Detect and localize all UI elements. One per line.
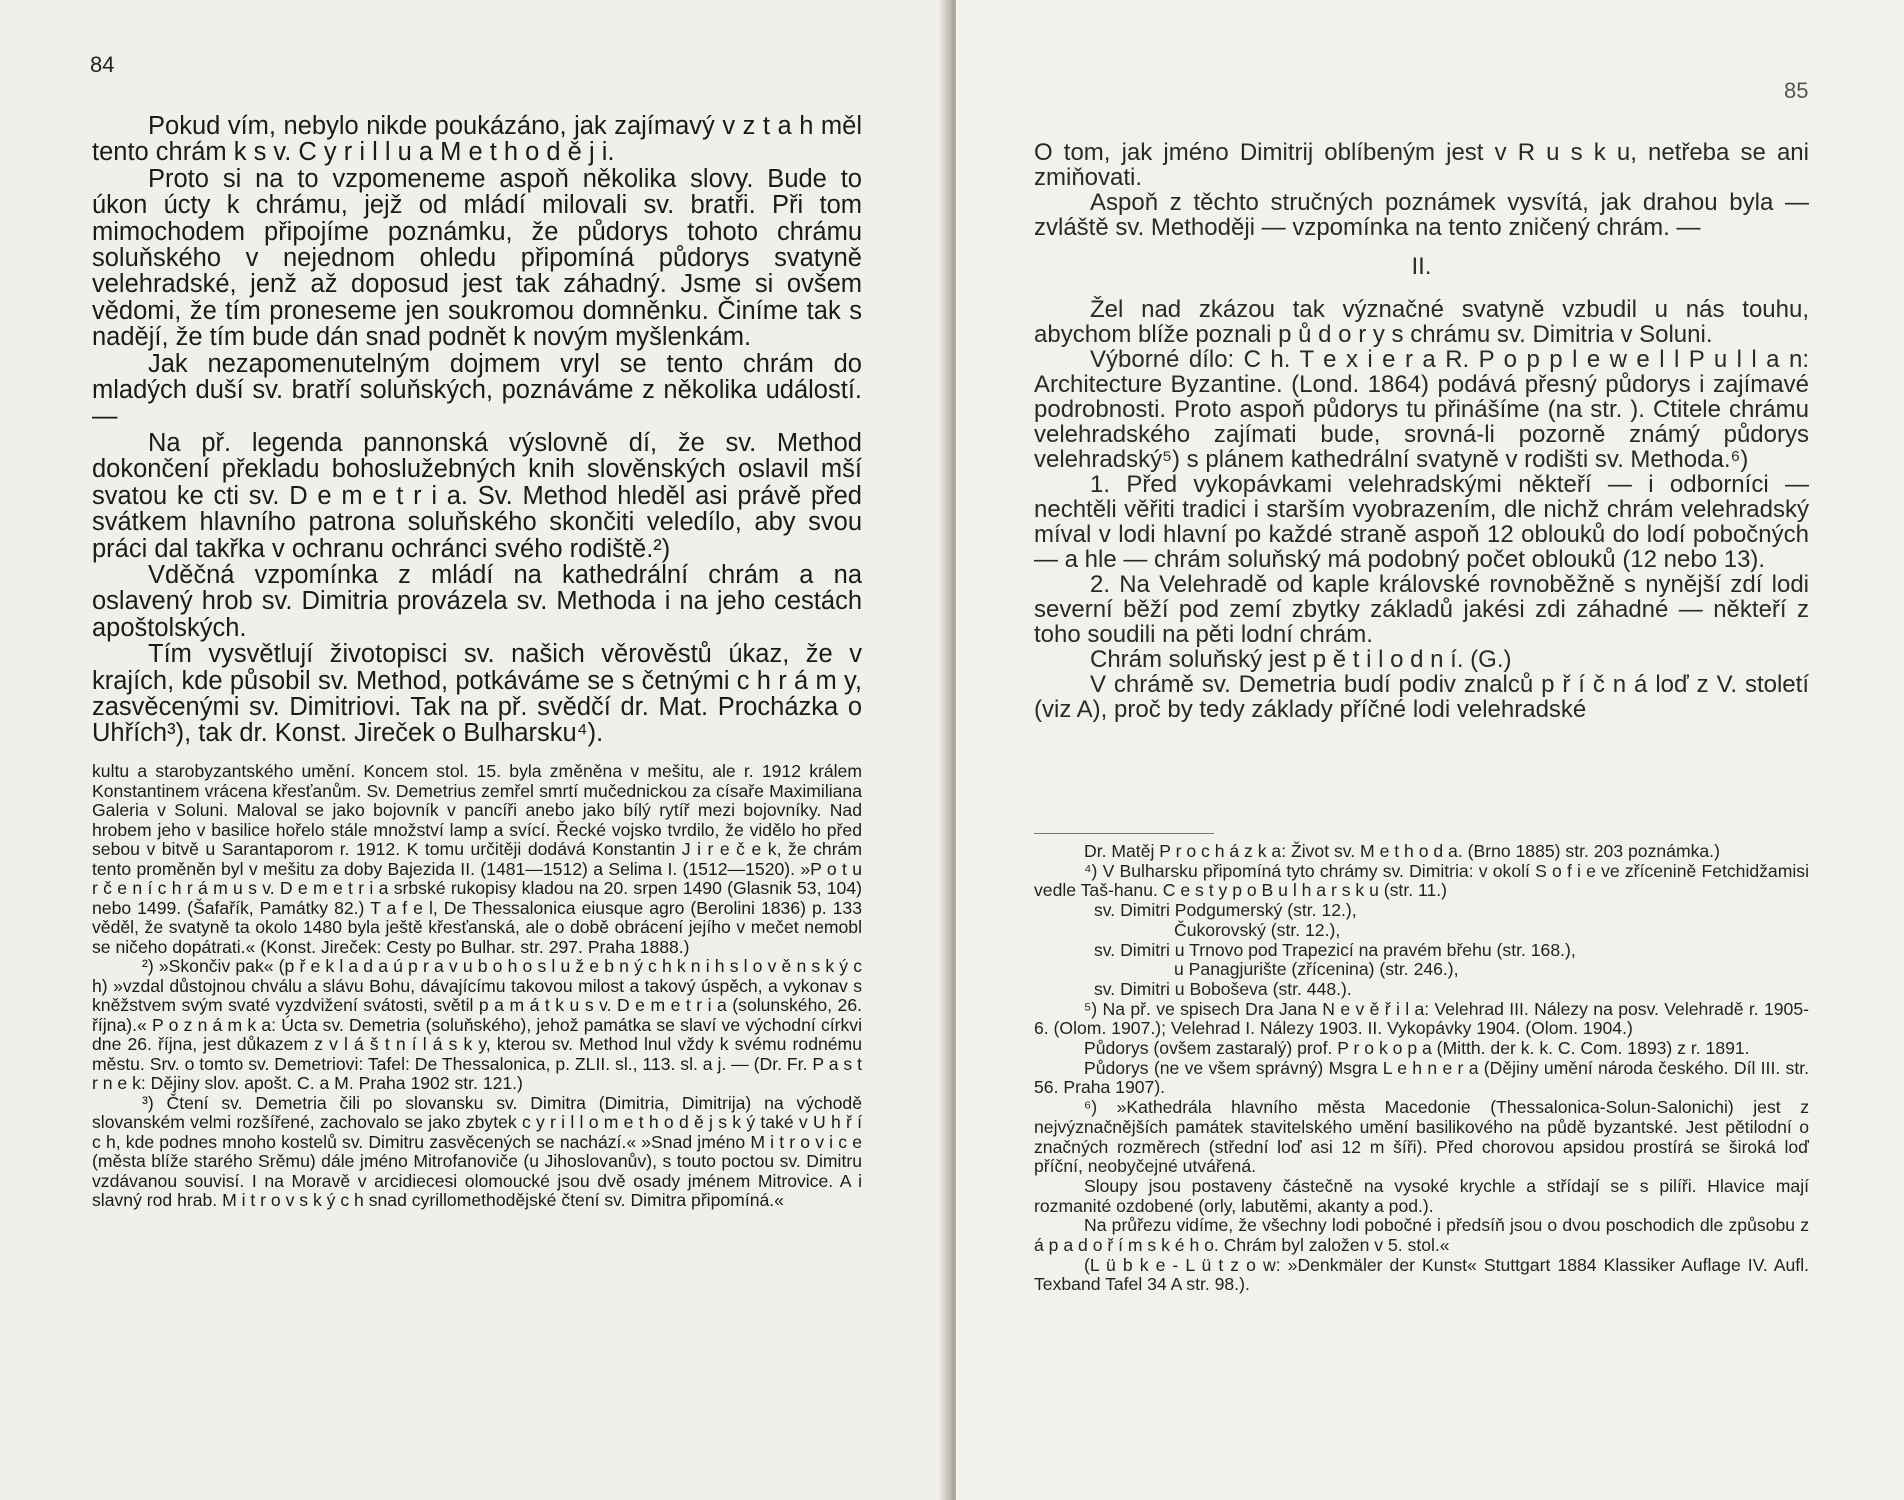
right-main-text	[1034, 140, 1809, 722]
footnote: Na průřezu vidíme, že všechny lodi pobočné i předsíň jsou o dvou poschodich dle způsobu z á p a d o ř í m s k é h o. Chrám byl založen v 5. stol.«	[1034, 1215, 1809, 1256]
page-number-right: 85	[1784, 78, 1809, 103]
footnote: (L ü b k e - L ü t z o w: »Denkmäler der Kunst« Stuttgart 1884 Klassiker Auflage IV. Aufl. Texband Tafel 34 A str. 98.).	[1034, 1254, 1809, 1295]
section-heading: II.	[1411, 253, 1432, 280]
paragraph: 1. Před vykopávkami velehradskými někteří — i odborníci — nechtěli věřiti tradici i starším vyobrazením, dle nichž chrám velehradský míval v lodi hlavní po každé straně aspoň 12 oblouků do lodí pobočných — a hle — chrám soluňský má podobný počet oblouků (12 nebo 13).	[1034, 471, 1809, 573]
footnote: ³) Čtení sv. Demetria čili po slovansku sv. Dimitra (Dimitria, Dimitrija) na východě slovanském velmi rozšířené, zachovalo se jako zbytek c y r i l l o m e t h o d ě j s k ý také v U h ř í c h, kde podnes mnoho kostelů sv. Dimitru zasvěcených se nachází.« »Snad jméno M i t r o v i c e (města blíže starého Srěmu) dále jméno Mitrofanoviče (u Jihoslovanův), s touto poctou sv. Dimitru vzdávanou souvisí. I na Moravě v arcidiecesi olomoucké jsou dvě osady jménem Mitrovice. A i slavný rod hrab. M i t r o v s k ý c h snad cyrillomethodějské čtení sv. Dimitra připomíná.«	[92, 1092, 862, 1210]
paragraph: Proto si na to vzpomeneme aspoň několika slovy. Bude to úkon úcty k chrámu, jejž od mládí milovali sv. bratři. Při tom mimochodem připojíme poznámku, že půdorys tohoto chrámu soluňského v nejednom ohledu připomíná půdorys svatyně velehradské, jenž až doposud jest tak záhadný. Jsme si ovšem vědomi, že tím proneseme jen soukromou domněnku. Činíme tak s nadějí, že tím bude dán snad podnět k novým myšlenkám.	[92, 164, 862, 352]
paragraph: V chrámě sv. Demetria budí podiv znalců p ř í č n á loď z V. století (viz A), proč by tedy základy příčné lodi velehradské	[1034, 671, 1809, 723]
footnote: ⁵) Na př. ve spisech Dra Jana N e v ě ř i l a: Velehrad III. Nálezy na posv. Velehradě r. 1905-6. (Olom. 1907.); Velehrad I. Nálezy 1903. II. Vykopávky 1904. (Olom. 1904.)	[1034, 998, 1809, 1039]
paragraph: O tom, jak jméno Dimitrij oblíbeným jest v R u s k u, netřeba se ani zmiňovati.	[1034, 139, 1809, 191]
paragraph: Výborné dílo: C h. T e x i e r a R. P o p p l e w e l l P u l l a n: Architecture Byzantine. (Lond. 1864) podává přesný půdorys i zajímavé podrobnosti. Proto aspoň půdorys tu přinášíme (na str. ). Ctitele chrámu velehradského zajímati bude, srovná-li pozorně známý půdorys velehradský⁵) s plánem kathedrální svatyně v rodišti sv. Methoda.⁶)	[1034, 346, 1809, 473]
footnote-divider	[1034, 833, 1214, 834]
paragraph: 2. Na Velehradě od kaple královské rovnoběžně s nynější zdí lodi severní běží pod zemí zbytky základů jakési zdi záhadné — někteří z toho soudili na pěti lodní chrám.	[1034, 571, 1809, 648]
footnote: Půdorys (ne ve všem správný) Msgra L e h n e r a (Dějiny umění národa českého. Díl III. str. 56. Praha 1907).	[1034, 1057, 1809, 1098]
page-number-left: 84	[90, 52, 115, 77]
paragraph: Vděčná vzpomínka z mládí na kathedrální chrám a na oslavený hrob sv. Dimitria provázela sv. Methoda i na jeho cestách apoštolských.	[92, 560, 862, 642]
paragraph: Chrám soluňský jest p ě t i l o d n í. (G.)	[1090, 646, 1512, 673]
footnote: ⁴) V Bulharsku připomíná tyto chrámy sv. Dimitria: v okolí S o f i e ve zřícenině Fetchidžamisi vedle Taš-hanu. C e s t y p o B u l h a r s k u (str. 11.)	[1034, 860, 1809, 901]
paragraph: Jak nezapomenutelným dojmem vryl se tento chrám do mladých duší sv. bratří soluňských, poznáváme z několika událostí. —	[92, 349, 862, 431]
footnote: kultu a starobyzantského umění. Koncem stol. 15. byla změněna v mešitu, ale r. 1912 králem Konstantinem vrácena křesťanům. Sv. Demetrius zemřel smrtí mučednickou za císaře Maximiliana Galeria v Soluni. Maloval se jako bojovník v pancíři anebo jako bílý rytíř mezi bojovníky. Nad hrobem jeho v basilice hořelo stále množství lamp a svící. Řecké vojsko tvrdilo, že vidělo ho před sebou v bitvě u Sarantaporom r. 1912. K tomu určitěji dodává Konstantin J i r e č e k, že chrám tento proměněn byl v mešitu za doby Bajezida II. (1481—1512) a Selima I. (1512—1520). »P o t u r č e n í c h r á m u s v. D e m e t r i a srbské rukopisy kladou na 20. srpen 1490 (Glasnik 53, 104) nebo 1499. (Šafařík, Památky 82.) T a f e l, De Thessalonica eiusque agro (Berolini 1836) p. 133 věděl, že svatyně ta okolo 1480 byla ještě křesťanská, ale o době obrácení jejího v mečet nemobl se ničeho dopátrati.« (Konst. Jireček: Cesty po Bulhar. str. 297. Praha 1888.)	[92, 761, 862, 957]
footnote-line: u Panagjurište (zřícenina) (str. 246.),	[1174, 959, 1459, 980]
footnote: Dr. Matěj P r o c h á z k a: Život sv. M e t h o d a. (Brno 1885) str. 203 poznámka.)	[1084, 841, 1720, 861]
paragraph: Pokud vím, nebylo nikde poukázáno, jak zajímavý v z t a h měl tento chrám k s v. C y r i l l u a M e t h o d ě j i.	[92, 112, 862, 167]
paragraph: Žel nad zkázou tak význačné svatyně vzbudil u nás touhu, abychom blíže poznali p ů d o r y s chrámu sv. Dimitria v Soluni.	[1034, 296, 1809, 348]
right-footnotes	[1034, 842, 1809, 1295]
footnote: ²) »Skončiv pak« (p ř e k l a d a ú p r a v u b o h o s l u ž e b n ý c h k n i h s l o v ě n s k ý c h) »vzdal důstojnou chválu a slávu Bohu, dávajícímu takovou milost a takový úspěch, a vykonav s kněžstvem svým svaté vyzdvižení svátosti, světil p a m á t k u s v. D e m e t r i a (solunského, 26. října).« P o z n á m k a: Úcta sv. Demetria (soluňského), jehož památka se slaví ve východní církvi dne 26. října, jest důkazem z v l á š t n í l á s k y, kterou sv. Method lnul vždy k svému rodnému městu. Srv. o tomto sv. Demetriovi: Tafel: De Thessalonica, p. ZLII. sl., 113. sl. a j. — (Dr. Fr. P a s t r n e k: Dějiny slov. apošt. C. a M. Praha 1902 str. 121.)	[92, 956, 862, 1093]
footnote-line: sv. Dimitri Podgumerský (str. 12.),	[1094, 900, 1357, 921]
left-page	[0, 0, 948, 1500]
footnote-line: Čukorovský (str. 12.),	[1174, 919, 1341, 940]
paragraph: Tím vysvětlují životopisci sv. našich věrověstů úkaz, že v krajích, kde působil sv. Method, potkáváme se s četnými c h r á m y, zasvěcenými sv. Dimitriovi. Tak na př. svědčí dr. Mat. Procházka o Uhřích³), tak dr. Konst. Jireček o Bulharsku⁴).	[92, 640, 862, 748]
right-page	[956, 0, 1904, 1500]
footnote: ⁶) »Kathedrála hlavního města Macedonie (Thessalonica-Solun-Salonichi) jest z nejvýznačnějších památek stavitelského umění basilikového na půdě byzantské. Jest pětilodní o značných rozměrech (střední loď asi 12 m šíři). Před chorovou apsidou prostírá se široká loď příční, neobyčejné utvářená.	[1034, 1097, 1809, 1177]
footnote-line: sv. Dimitri u Trnovo pod Trapezicí na pravém břehu (str. 168.),	[1094, 939, 1576, 960]
footnote: Sloupy jsou postaveny částečně na vysoké krychle a střídají se s pilíři. Hlavice mají rozmanité ozdobené (orly, labutěmi, akanty a pod.).	[1034, 1175, 1809, 1216]
footnote: Půdorys (ovšem zastaralý) prof. P r o k o p a (Mitth. der k. k. C. Com. 1893) z r. 1891.	[1084, 1038, 1750, 1059]
paragraph: Aspoň z těchto stručných poznámek vysvítá, jak drahou byla — zvláště sv. Methoději — vzpomínka na tento zničený chrám. —	[1034, 189, 1809, 241]
left-main-text	[92, 113, 862, 747]
left-footnotes	[92, 762, 862, 1211]
paragraph: Na př. legenda pannonská výslovně dí, že sv. Method dokončení překladu bohoslužebných knih slověnských oslavil mší svatou ke cti sv. D e m e t r i a. Sv. Method hleděl asi právě před svátkem hlavního patrona soluňského skončiti veledílo, aby svou práci dal takřka v ochranu ochránci svého rodiště.²)	[92, 428, 862, 563]
footnote-line: sv. Dimitri u Boboševa (str. 448.).	[1094, 978, 1352, 999]
